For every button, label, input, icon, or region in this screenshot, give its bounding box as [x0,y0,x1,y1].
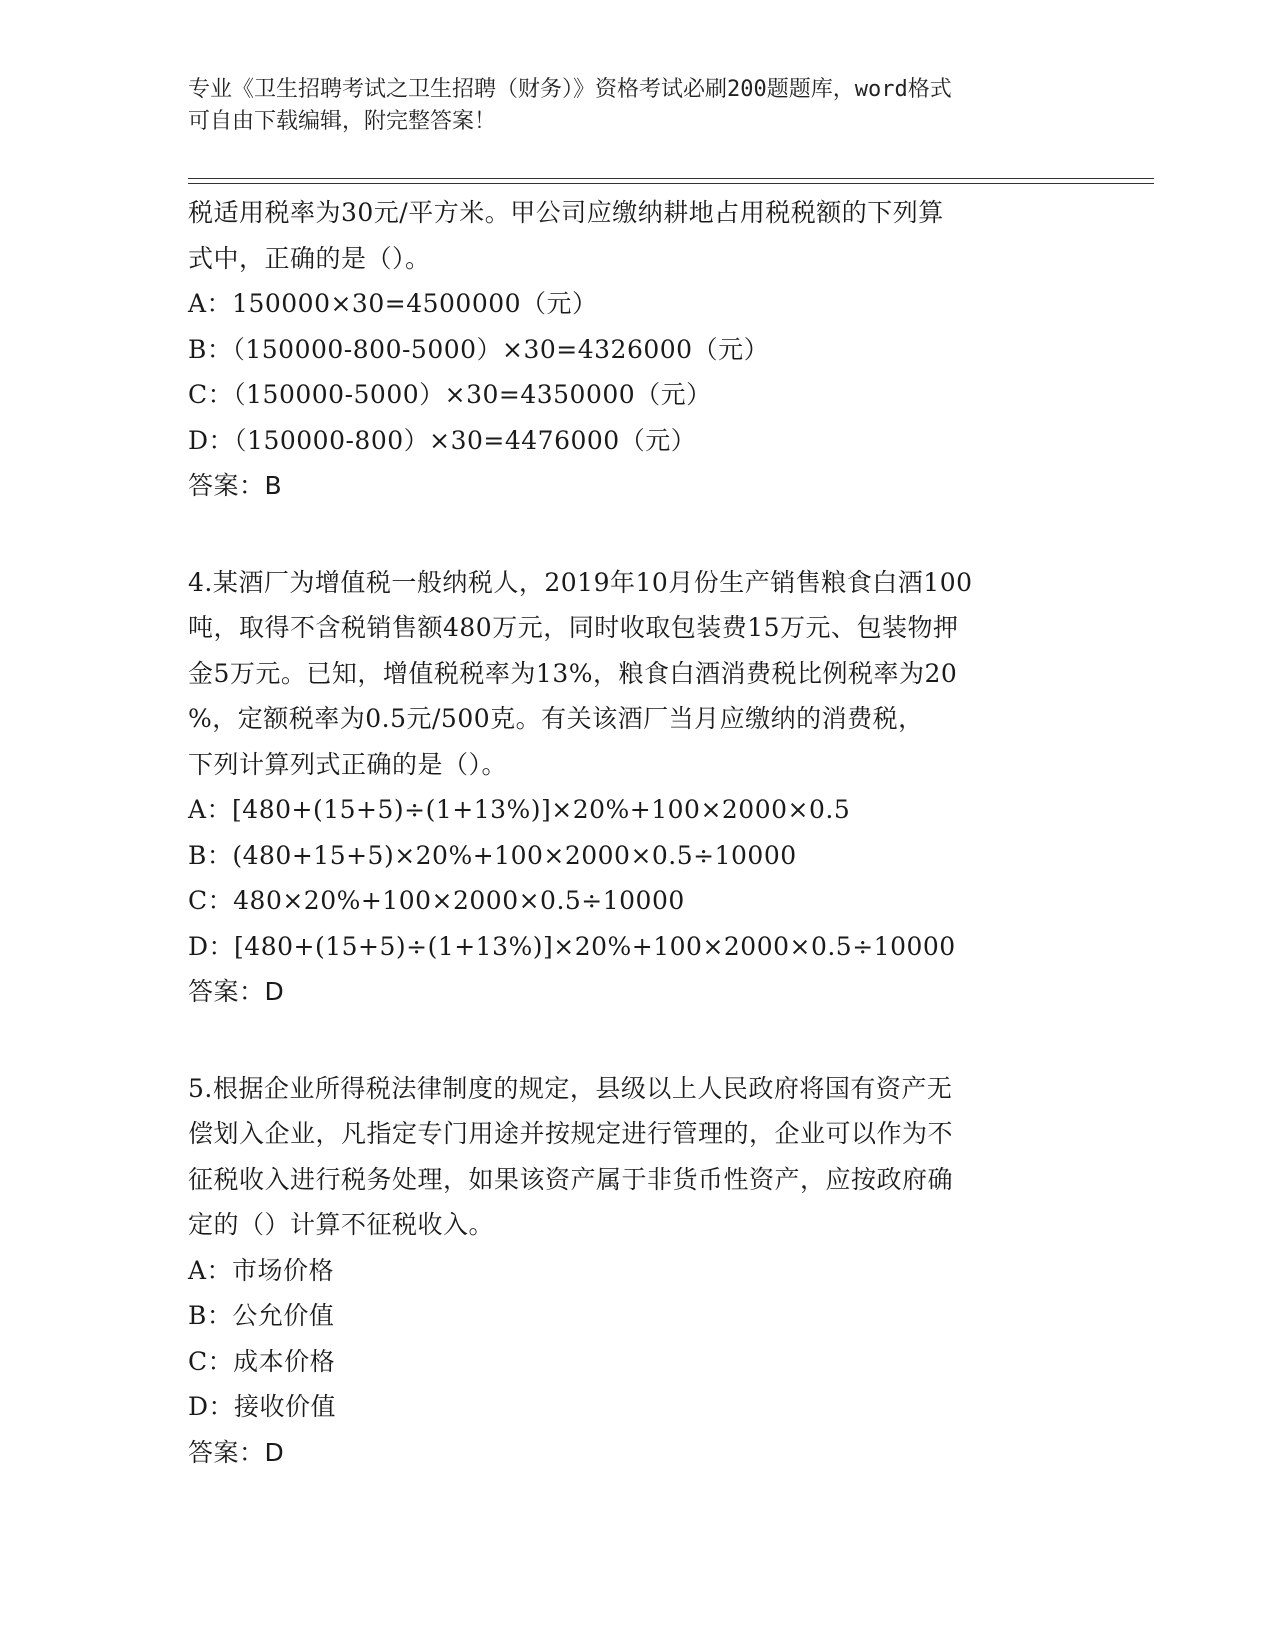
question-stem-line: 征税收入进行税务处理，如果该资产属于非货币性资产，应按政府确 [188,1164,954,1194]
question-stem-line: 下列计算列式正确的是（）。 [188,749,508,779]
answer: 答案：B [188,471,283,500]
page-header [188,74,1068,138]
question-4 [188,560,1078,1015]
header-rule-top [188,178,1154,179]
question-stem-line: 税适用税率为30元/平方米。甲公司应缴纳耕地占用税税额的下列算 [188,198,944,227]
question-stem-line: %，定额税率为0.5元/500克。有关该酒厂当月应缴纳的消费税， [188,704,924,733]
question-3 [188,190,1078,509]
option-d: D：接收价值 [188,1392,337,1421]
option-d: D：[480+(15+5)÷(1+13%)]×20%+100×2000×0.5÷10000 [188,931,956,961]
answer: 答案：D [188,1437,285,1467]
option-c: C：成本价格 [188,1346,336,1376]
option-b: B：(480+15+5)×20%+100×2000×0.5÷10000 [188,840,797,870]
question-stem-line: 4.某酒厂为增值税一般纳税人，2019年10月份生产销售粮食白酒100 [188,567,973,597]
header-rule-bottom [188,183,1154,184]
header-line-1: 专业《卫生招聘考试之卫生招聘（财务）》资格考试必刷200题题库，word格式 [188,77,952,102]
question-stem-line: 5.根据企业所得税法律制度的规定，县级以上人民政府将国有资产无 [188,1073,953,1103]
option-a: A：150000×30=4500000（元） [188,289,598,318]
document-body [188,190,1078,1475]
spacer [188,509,1078,560]
option-b: B：公允价值 [188,1301,335,1330]
question-stem-line: 定的（）计算不征税收入。 [188,1210,495,1239]
question-stem-line: 式中，正确的是（）。 [188,243,431,273]
header-line-2: 可自由下载编辑，附完整答案！ [188,109,497,134]
answer: 答案：D [188,977,285,1006]
question-5 [188,1066,1078,1476]
question-stem-line: 金5万元。已知，增值税税率为13%，粮食白酒消费税比例税率为20 [188,658,958,688]
question-stem-line: 偿划入企业，凡指定专门用途并按规定进行管理的，企业可以作为不 [188,1119,954,1148]
option-b: B：（150000-800-5000）×30=4326000（元） [188,334,770,364]
spacer [188,1015,1078,1066]
option-a: A：市场价格 [188,1255,335,1285]
option-c: C：480×20%+100×2000×0.5÷10000 [188,886,685,915]
option-d: D：（150000-800）×30=4476000（元） [188,425,697,455]
option-c: C：（150000-5000）×30=4350000（元） [188,380,712,409]
option-a: A：[480+(15+5)÷(1+13%)]×20%+100×2000×0.5 [188,795,851,824]
question-stem-line: 吨，取得不含税销售额480万元，同时收取包装费15万元、包装物押 [188,613,959,642]
